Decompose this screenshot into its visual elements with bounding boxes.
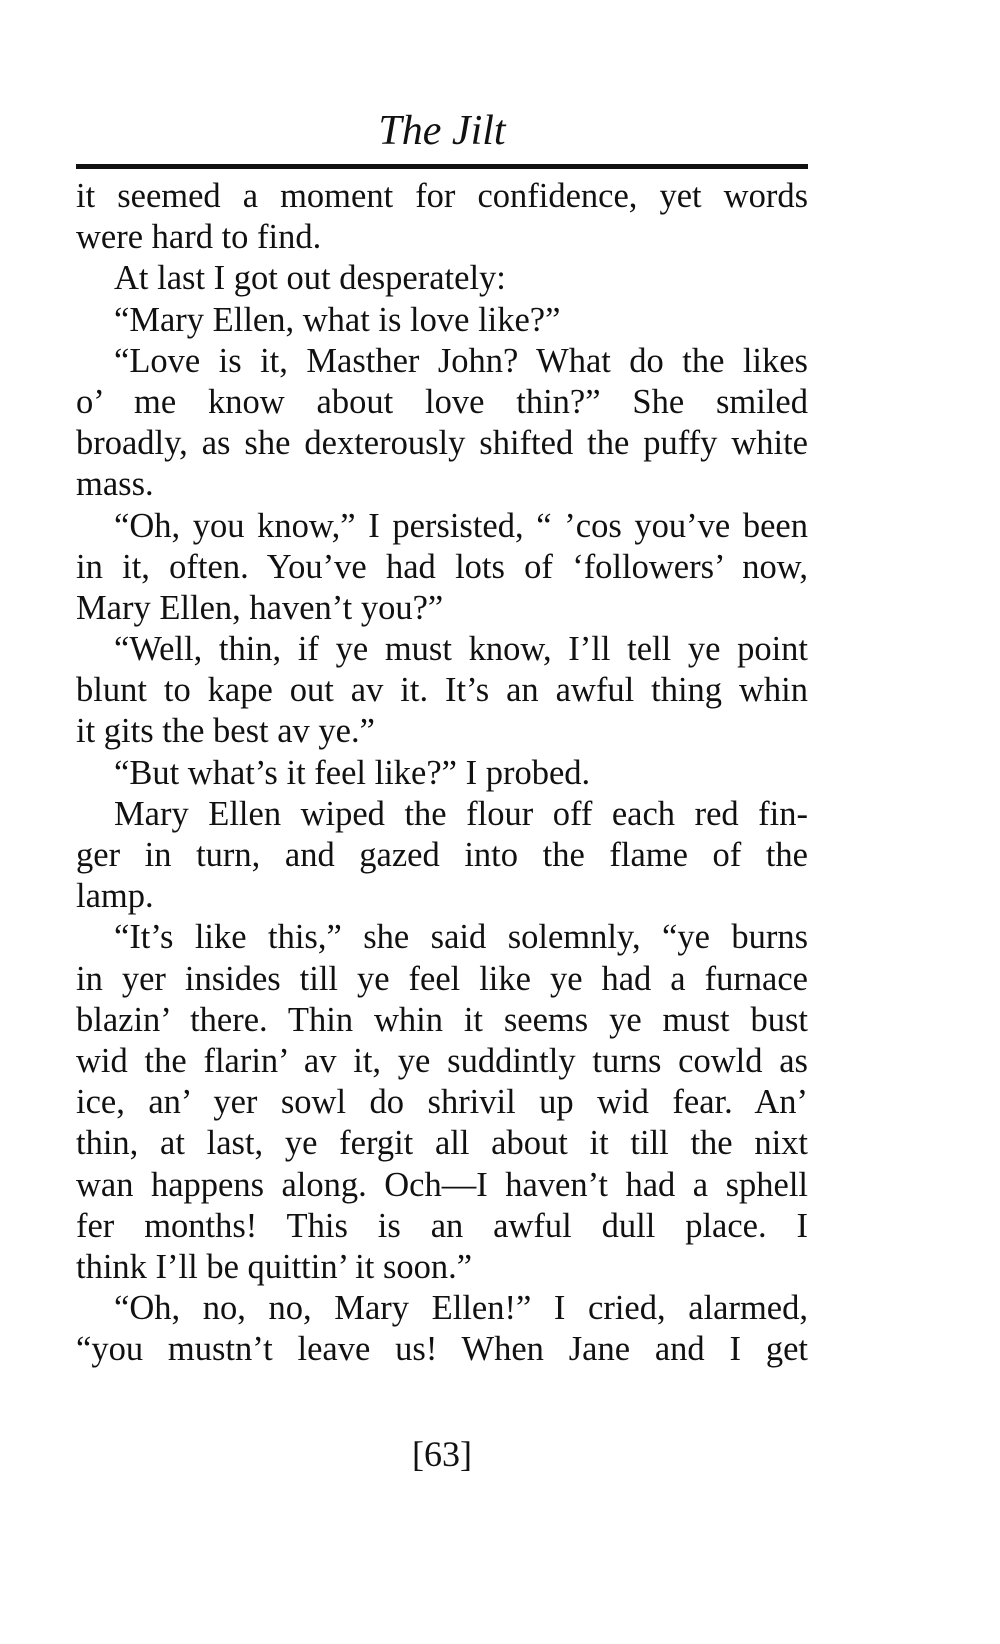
body-text [76,176,808,1370]
text-line: o’ me know about love thin?” She smiled [76,382,808,421]
text-line: “Mary Ellen, what is love like?” [114,300,561,339]
text-line: “Love is it, Masther John? What do the likes [114,341,808,380]
running-head: The Jilt [378,108,506,154]
text-line: lamp. [76,877,154,916]
text-line: Mary Ellen wiped the flour off each red fin- [114,794,808,833]
text-line: thin, at last, ye fergit all about it till the nixt [76,1124,808,1163]
text-line: wan happens along. Och—I haven’t had a sphell [76,1165,808,1204]
text-line: “Oh, no, no, Mary Ellen!” I cried, alarmed, [114,1289,808,1328]
text-line: blazin’ there. Thin whin it seems ye must bust [76,1000,808,1039]
text-line: think I’ll be quittin’ it soon.” [76,1247,473,1286]
text-line: wid the flarin’ av it, ye suddintly turns cowld as [76,1041,808,1080]
text-line: “Oh, you know,” I persisted, “ ’cos you’ve been [114,506,808,545]
text-line: were hard to find. [76,218,322,257]
text-line: in it, often. You’ve had lots of ‘followers’ now, [76,547,808,586]
text-line: broadly, as she dexterously shifted the puffy white [76,424,808,463]
text-line: At last I got out desperately: [114,259,506,298]
text-line: blunt to kape out av it. It’s an awful thing whin [76,671,808,710]
page-number: [63] [412,1434,472,1474]
text-line: in yer insides till ye feel like ye had a furnace [76,959,808,998]
text-line: “Well, thin, if ye must know, I’ll tell ye point [114,630,808,669]
text-line: mass. [76,465,154,504]
text-line: ice, an’ yer sowl do shrivil up wid fear. An’ [76,1083,808,1122]
text-line: it seemed a moment for confidence, yet words [76,177,808,215]
text-line: Mary Ellen, haven’t you?” [76,588,444,627]
text-line: ger in turn, and gazed into the flame of the [76,836,808,874]
header-rule [76,164,808,169]
text-line: “But what’s it feel like?” I probed. [114,753,591,792]
text-line: “It’s like this,” she said solemnly, “ye burns [114,918,808,957]
text-line: “you mustn’t leave us! When Jane and I get [76,1330,808,1369]
text-line: it gits the best av ye.” [76,712,375,751]
text-line: fer months! This is an awful dull place. I [76,1206,808,1245]
